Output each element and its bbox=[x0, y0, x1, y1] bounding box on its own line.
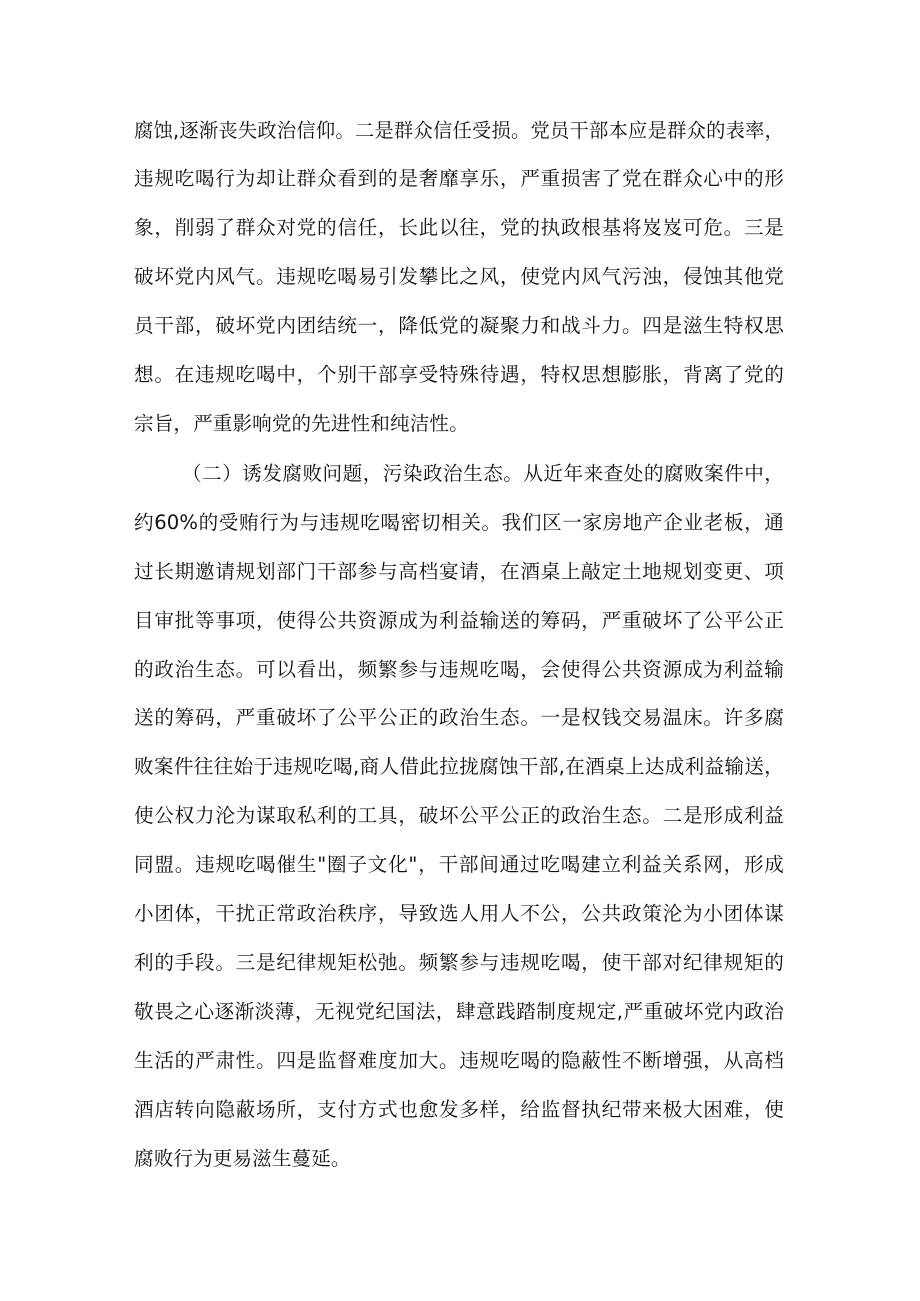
text-line: （二）诱发腐败问题，污染政治生态。从近年来查处的腐败案件中， bbox=[182, 462, 784, 485]
text-line: 利的手段。三是纪律规矩松弛。频繁参与违规吃喝，使干部对纪律规矩的 bbox=[134, 951, 784, 974]
text-line: 宗旨，严重影响党的先进性和纯洁性。 bbox=[134, 412, 469, 435]
text-line: 约60%的受贿行为与违规吃喝密切相关。我们区一家房地产企业老板，通 bbox=[134, 511, 784, 534]
text-line: 送的筹码，严重破坏了公平公正的政治生态。一是权钱交易温床。许多腐 bbox=[134, 706, 784, 729]
text-line: 酒店转向隐蔽场所，支付方式也愈发多样，给监督执纪带来极大困难，使 bbox=[134, 1098, 784, 1121]
text-line: 腐蚀,逐渐丧失政治信仰。二是群众信任受损。党员干部本应是群众的表率， bbox=[134, 119, 784, 142]
text-line: 的政治生态。可以看出，频繁参与违规吃喝，会使得公共资源成为利益输 bbox=[134, 658, 784, 681]
text-line: 生活的严肃性。四是监督难度加大。违规吃喝的隐蔽性不断增强，从高档 bbox=[134, 1049, 784, 1072]
text-line: 象，削弱了群众对党的信任，长此以往，党的执政根基将岌岌可危。三是 bbox=[134, 216, 784, 239]
text-line: 员干部，破坏党内团结统一，降低党的凝聚力和战斗力。四是滋生特权思 bbox=[134, 314, 784, 337]
text-line: 腐败行为更易滋生蔓延。 bbox=[134, 1147, 351, 1170]
text-line: 同盟。违规吃喝催生"圈子文化"，干部间通过吃喝建立利益关系网，形成 bbox=[134, 853, 784, 876]
text-line: 敬畏之心逐渐淡薄，无视党纪国法，肆意践踏制度规定,严重破坏党内政治 bbox=[134, 1000, 784, 1023]
text-line: 过长期邀请规划部门干部参与高档宴请，在酒桌上敲定土地规划变更、项 bbox=[134, 560, 784, 583]
text-line: 败案件往往始于违规吃喝,商人借此拉拢腐蚀干部,在酒桌上达成利益输送， bbox=[134, 755, 784, 778]
text-line: 目审批等事项，使得公共资源成为利益输送的筹码，严重破坏了公平公正 bbox=[134, 609, 784, 632]
text-line: 破坏党内风气。违规吃喝易引发攀比之风，使党内风气污浊，侵蚀其他党 bbox=[134, 265, 784, 288]
text-line: 小团体，干扰正常政治秩序，导致选人用人不公，公共政策沦为小团体谋 bbox=[134, 902, 784, 925]
text-line: 违规吃喝行为却让群众看到的是奢靡享乐，严重损害了党在群众心中的形 bbox=[134, 167, 784, 190]
text-line: 使公权力沦为谋取私利的工具，破坏公平公正的政治生态。二是形成利益 bbox=[134, 804, 784, 827]
text-line: 想。在违规吃喝中，个别干部享受特殊待遇，特权思想膨胀，背离了党的 bbox=[134, 363, 784, 386]
